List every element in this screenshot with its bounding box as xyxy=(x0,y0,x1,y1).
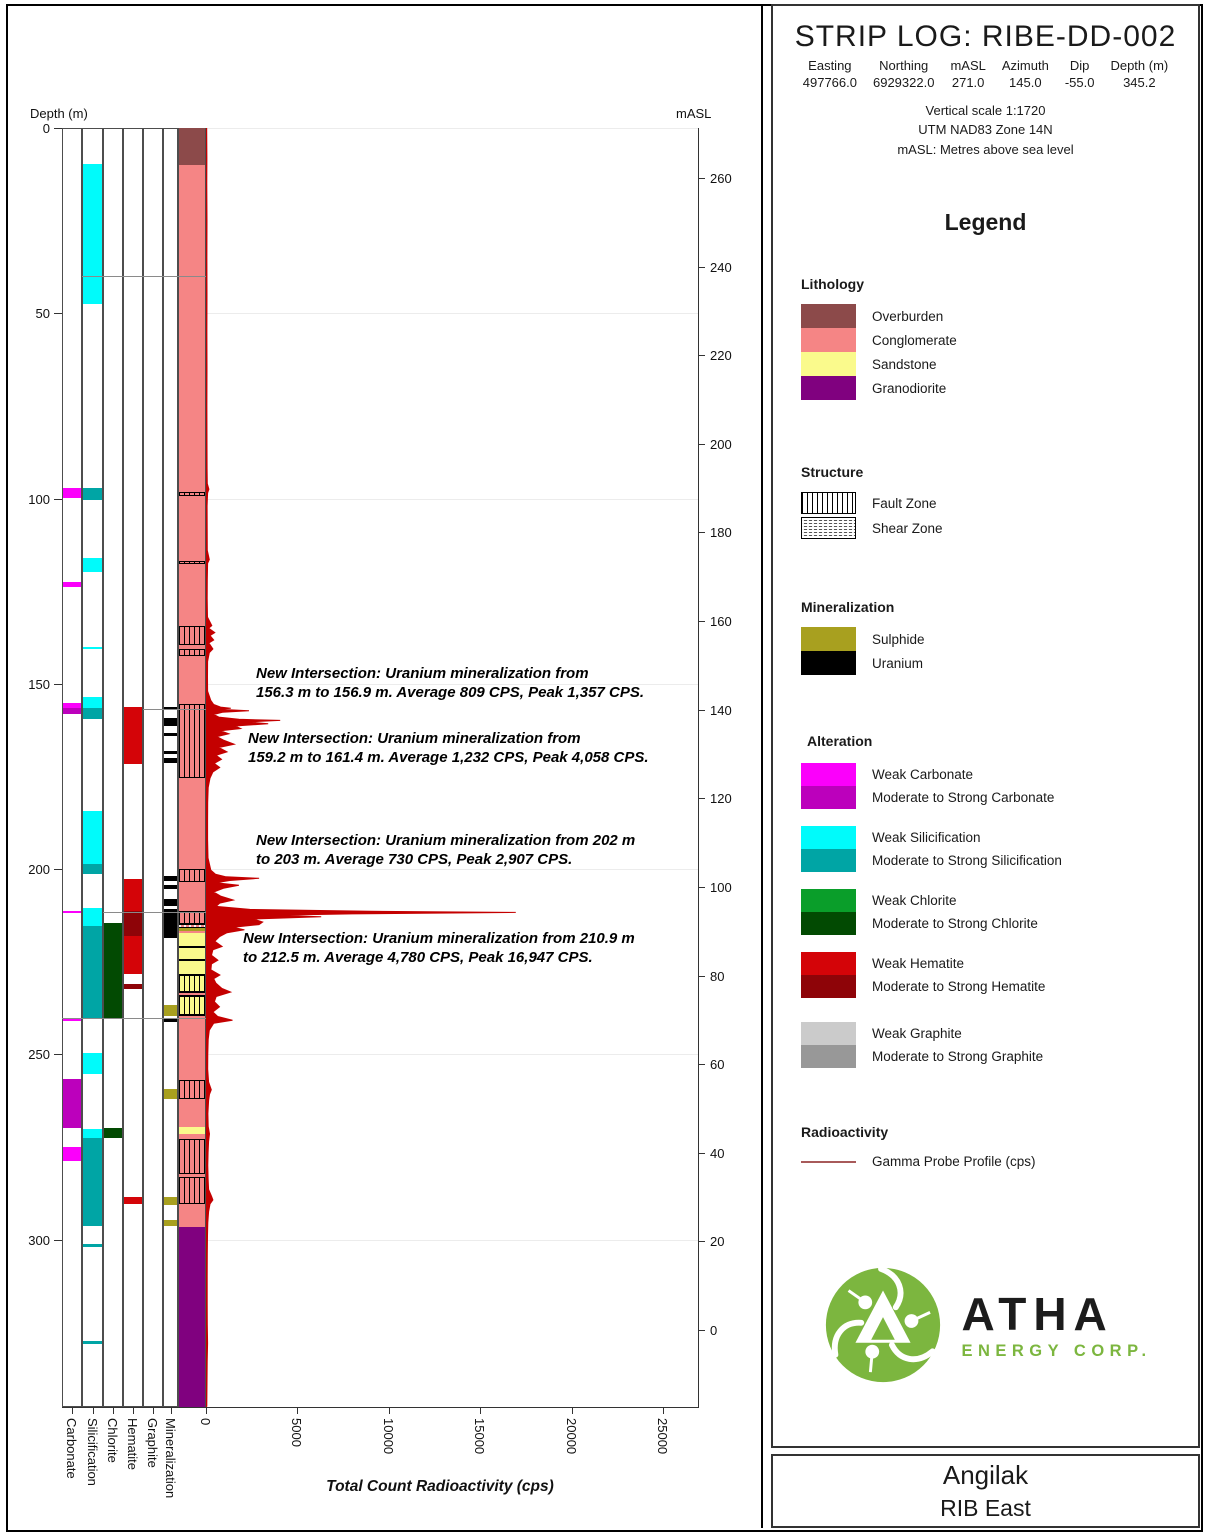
shear-zone-swatch xyxy=(801,517,856,539)
interval-silicification xyxy=(83,811,102,864)
interval-mineralization xyxy=(164,876,177,880)
structure-fault-zone xyxy=(179,704,205,778)
column-graphite xyxy=(143,128,163,1407)
annotation-intersection-2 xyxy=(248,729,718,767)
legend-pair-hematite: Weak Hematite Moderate to Strong Hematite xyxy=(801,952,1178,998)
strong-hematite-swatch xyxy=(801,975,856,998)
legend-pair-graphite: Weak Graphite Moderate to Strong Graphite xyxy=(801,1022,1178,1068)
masl-tick-label: 160 xyxy=(710,614,732,630)
masl-tick xyxy=(698,1330,705,1331)
strong-silicification-swatch xyxy=(801,849,856,872)
masl-tick xyxy=(698,798,705,799)
cps-tick-label: 20000 xyxy=(563,1418,579,1455)
interval-hematite xyxy=(124,936,142,974)
interval-mineralization xyxy=(164,1089,177,1098)
cps-axis-title: Total Count Radioactivity (cps) xyxy=(326,1478,554,1495)
cps-tick xyxy=(663,1407,664,1414)
interval-chlorite xyxy=(104,923,122,1018)
masl-tick xyxy=(698,710,705,711)
lithology-overburden xyxy=(179,128,205,165)
gamma-probe-profile xyxy=(206,128,676,1407)
legend-alteration-title: Alteration xyxy=(807,733,873,750)
interval-mineralization xyxy=(164,751,177,754)
interval-carbonate xyxy=(63,488,81,498)
atha-logo xyxy=(793,1261,1178,1389)
cps-tick xyxy=(572,1407,573,1414)
structure-fault-zone xyxy=(179,869,205,882)
project-area: RIB East xyxy=(940,1495,1031,1521)
meta-masl: mASL 271.0 xyxy=(950,58,986,90)
cps-tick-label: 0 xyxy=(198,1418,213,1426)
interval-hematite xyxy=(124,911,142,936)
meta-azimuth: Azimuth 145.0 xyxy=(1001,58,1049,90)
interval-silicification xyxy=(83,1129,102,1138)
masl-note: mASL: Metres above sea level xyxy=(897,141,1074,157)
legend-item-uranium: Uranium xyxy=(801,651,1178,675)
column-label-silicification: Silicification xyxy=(84,1418,100,1486)
depth-tick-label: 300 xyxy=(28,1232,50,1248)
interval-hematite xyxy=(124,984,142,988)
legend-item-fault-zone: Fault Zone xyxy=(801,492,1178,514)
column-hematite xyxy=(123,128,143,1407)
interval-boundary-line xyxy=(82,276,206,277)
uranium-swatch xyxy=(801,651,856,675)
meta-easting: Easting 497766.0 xyxy=(802,58,857,90)
cps-tick-label: 10000 xyxy=(380,1418,396,1455)
interval-mineralization xyxy=(164,1197,177,1205)
strong-chlorite-swatch xyxy=(801,912,856,935)
cps-tick xyxy=(297,1407,298,1414)
lithology-band-uranium xyxy=(179,991,205,993)
cps-tick xyxy=(206,1407,207,1414)
strong-graphite-swatch xyxy=(801,1045,856,1068)
interval-carbonate xyxy=(63,911,81,913)
masl-axis-line xyxy=(698,128,699,1407)
interval-silicification xyxy=(83,164,102,304)
weak-graphite-swatch xyxy=(801,1022,856,1045)
interval-silicification xyxy=(83,488,102,500)
logo-name: ATHA xyxy=(961,1287,1114,1340)
masl-tick xyxy=(698,887,705,888)
project-name: Angilak xyxy=(942,1460,1029,1490)
column-tick xyxy=(93,1407,94,1414)
interval-boundary-line xyxy=(103,912,206,913)
interval-mineralization xyxy=(164,899,177,906)
depth-tick-label: 200 xyxy=(28,862,50,878)
interval-mineralization xyxy=(164,758,177,763)
meta-northing: Northing 6929322.0 xyxy=(872,58,935,90)
annotation-line: New Intersection: Uranium mineralization from 202 m xyxy=(256,832,636,849)
structure-fault-zone xyxy=(179,649,205,656)
atha-logo-icon xyxy=(819,1261,947,1389)
column-carbonate xyxy=(62,128,82,1407)
masl-tick-label: 40 xyxy=(710,1145,725,1161)
meta-dip: Dip -55.0 xyxy=(1064,58,1095,90)
interval-hematite xyxy=(124,1197,142,1205)
lithology-band-uranium xyxy=(179,959,205,961)
strong-carbonate-swatch xyxy=(801,786,856,809)
column-chlorite xyxy=(103,128,123,1407)
column-tick xyxy=(113,1407,114,1414)
depth-tick xyxy=(54,499,62,500)
interval-hematite xyxy=(124,707,142,764)
depth-tick-label: 0 xyxy=(42,121,50,136)
depth-tick-label: 100 xyxy=(28,491,50,507)
interval-boundary-line xyxy=(143,709,206,710)
depth-tick xyxy=(54,1240,62,1241)
weak-chlorite-swatch xyxy=(801,889,856,912)
column-tick xyxy=(133,1407,134,1414)
interval-chlorite xyxy=(104,1128,122,1138)
masl-tick xyxy=(698,355,705,356)
info-panel xyxy=(771,4,1200,1448)
annotation-line: New Intersection: Uranium mineralization from xyxy=(248,730,581,747)
structure-fault-zone xyxy=(179,561,205,564)
cps-tick-label: 5000 xyxy=(289,1418,305,1447)
annotation-line: to 203 m. Average 730 CPS, Peak 2,907 CPS. xyxy=(256,851,573,869)
fault-zone-swatch xyxy=(801,492,856,514)
depth-tick xyxy=(54,128,62,129)
overburden-swatch xyxy=(801,304,856,328)
interval-hematite xyxy=(124,879,142,911)
interval-silicification xyxy=(83,908,102,926)
masl-axis-label: mASL xyxy=(676,106,712,121)
column-mineralization xyxy=(163,128,178,1407)
column-label-mineralization: Mineralization xyxy=(162,1418,178,1499)
annotation-line: New Intersection: Uranium mineralization from xyxy=(256,665,589,682)
column-tick xyxy=(153,1407,154,1414)
masl-tick xyxy=(698,1153,705,1154)
structure-fault-zone xyxy=(179,995,205,1016)
vertical-scale-note: Vertical scale 1:1720 xyxy=(925,102,1046,118)
interval-carbonate xyxy=(63,1147,81,1162)
legend-lithology-title: Lithology xyxy=(801,276,864,293)
legend-title: Legend xyxy=(944,209,1027,236)
interval-silicification xyxy=(83,1341,102,1344)
depth-tick-label: 50 xyxy=(35,306,50,322)
legend-pair-chlorite: Weak Chlorite Moderate to Strong Chlorite xyxy=(801,889,1178,935)
interval-mineralization xyxy=(164,1220,177,1226)
depth-axis-label: Depth (m) xyxy=(30,106,88,121)
masl-tick-label: 220 xyxy=(710,348,732,364)
interval-carbonate xyxy=(63,1079,81,1128)
lithology-band-sulphide xyxy=(179,928,205,931)
masl-tick-label: 260 xyxy=(710,171,732,186)
map-scale-notes xyxy=(793,101,1178,160)
granodiorite-swatch xyxy=(801,376,856,400)
conglomerate-swatch xyxy=(801,328,856,352)
masl-tick xyxy=(698,1064,705,1065)
depth-tick xyxy=(54,1054,62,1055)
column-tick xyxy=(171,1407,172,1414)
depth-tick xyxy=(54,869,62,870)
masl-tick xyxy=(698,1241,705,1242)
legend-item-sulphide: Sulphide xyxy=(801,627,1178,651)
annotation-line: 159.2 m to 161.4 m. Average 1,232 CPS, Peak 4,058 CPS. xyxy=(248,749,649,767)
cps-tick xyxy=(389,1407,390,1414)
lithology-granodiorite xyxy=(179,1227,205,1407)
interval-silicification xyxy=(83,697,102,708)
interval-mineralization xyxy=(164,885,177,889)
gamma-line-swatch xyxy=(801,1161,856,1163)
structure-fault-zone xyxy=(179,1080,205,1099)
lithology-conglomerate xyxy=(179,1016,205,1128)
depth-tick-label: 250 xyxy=(28,1047,50,1063)
cps-tick-label: 25000 xyxy=(655,1418,670,1455)
structure-fault-zone xyxy=(179,1139,205,1174)
interval-mineralization xyxy=(164,1005,177,1016)
interval-silicification xyxy=(83,1053,102,1074)
cps-tick-label: 15000 xyxy=(472,1418,488,1455)
legend-item-gamma-profile: Gamma Probe Profile (cps) xyxy=(801,1154,1178,1169)
weak-silicification-swatch xyxy=(801,826,856,849)
masl-tick xyxy=(698,444,705,445)
project-footer xyxy=(771,1454,1200,1528)
lithology-band-uranium xyxy=(179,1014,205,1016)
column-label-chlorite: Chlorite xyxy=(105,1418,120,1463)
annotation-line: 156.3 m to 156.9 m. Average 809 CPS, Peak 1,357 CPS. xyxy=(256,684,645,702)
sulphide-swatch xyxy=(801,627,856,651)
weak-carbonate-swatch xyxy=(801,763,856,786)
interval-silicification xyxy=(83,926,102,1018)
masl-tick-label: 240 xyxy=(710,259,732,275)
weak-hematite-swatch xyxy=(801,952,856,975)
interval-mineralization xyxy=(164,909,177,937)
column-label-graphite: Graphite xyxy=(145,1418,160,1468)
masl-tick-label: 180 xyxy=(710,525,732,541)
sandstone-swatch xyxy=(801,352,856,376)
masl-tick-label: 0 xyxy=(710,1323,718,1339)
legend-item-shear-zone: Shear Zone xyxy=(801,517,1178,539)
masl-tick-label: 20 xyxy=(710,1234,725,1250)
structure-fault-zone xyxy=(179,626,205,645)
column-tick xyxy=(72,1407,73,1414)
legend-pair-silicification: Weak Silicification Moderate to Strong Silicification xyxy=(801,826,1178,872)
legend-mineralization-title: Mineralization xyxy=(801,599,895,616)
masl-tick-label: 200 xyxy=(710,436,732,452)
masl-tick-label: 120 xyxy=(710,791,732,807)
cps-tick xyxy=(480,1407,481,1414)
masl-tick-label: 100 xyxy=(710,879,732,895)
logo-subname: ENERGY CORP. xyxy=(961,1341,1152,1360)
interval-silicification xyxy=(83,708,102,719)
annotation-line: to 212.5 m. Average 4,780 CPS, Peak 16,947 CPS. xyxy=(243,949,593,967)
interval-silicification xyxy=(83,1244,102,1247)
masl-tick xyxy=(698,976,705,977)
interval-mineralization xyxy=(164,733,177,736)
meta-depth: Depth (m) 345.2 xyxy=(1110,58,1169,90)
legend-item-conglomerate: Conglomerate xyxy=(801,328,1178,352)
legend-structure-title: Structure xyxy=(801,464,864,481)
strip-log-title: STRIP LOG: RIBE-DD-002 xyxy=(794,20,1177,53)
interval-silicification xyxy=(83,1138,102,1226)
lithology-sandstone xyxy=(179,1127,205,1134)
interval-silicification xyxy=(83,864,102,874)
legend-item-sandstone: Sandstone xyxy=(801,352,1178,376)
depth-tick-label: 150 xyxy=(28,676,50,692)
masl-tick xyxy=(698,178,705,179)
interval-mineralization xyxy=(164,718,177,727)
depth-tick xyxy=(54,684,62,685)
legend-pair-carbonate: Weak Carbonate Moderate to Strong Carbonate xyxy=(801,763,1178,809)
interval-silicification xyxy=(83,647,102,649)
utm-zone-note: UTM NAD83 Zone 14N xyxy=(918,122,1053,138)
structure-fault-zone xyxy=(179,1177,205,1204)
annotation-intersection-3 xyxy=(256,831,706,869)
legend-radioactivity-title: Radioactivity xyxy=(801,1124,889,1141)
lithology-band-uranium xyxy=(179,995,205,997)
panel-divider xyxy=(761,4,763,1528)
bottom-axis-line xyxy=(62,1407,699,1408)
interval-silicification xyxy=(83,558,102,572)
masl-tick xyxy=(698,532,705,533)
lithology-conglomerate xyxy=(179,165,205,933)
annotation-line: New Intersection: Uranium mineralization from 210.9 m xyxy=(243,930,635,947)
depth-tick xyxy=(54,313,62,314)
masl-tick-label: 60 xyxy=(710,1057,725,1073)
interval-carbonate xyxy=(63,708,81,714)
interval-mineralization xyxy=(164,1019,177,1022)
annotation-intersection-1 xyxy=(256,664,716,702)
masl-tick xyxy=(698,621,705,622)
drillhole-meta xyxy=(793,58,1178,92)
annotation-intersection-4 xyxy=(243,929,703,967)
legend-item-granodiorite: Granodiorite xyxy=(801,376,1178,400)
masl-tick-label: 80 xyxy=(710,968,725,984)
legend-item-overburden: Overburden xyxy=(801,304,1178,328)
interval-boundary-line xyxy=(62,1018,206,1019)
lithology-band-uranium xyxy=(179,974,205,976)
masl-tick-label: 140 xyxy=(710,702,732,718)
interval-carbonate xyxy=(63,582,81,588)
masl-tick xyxy=(698,267,705,268)
column-label-carbonate: Carbonate xyxy=(64,1418,79,1479)
lithology-band-uranium xyxy=(179,946,205,948)
structure-fault-zone xyxy=(179,492,205,495)
column-label-hematite: Hematite xyxy=(125,1418,140,1471)
